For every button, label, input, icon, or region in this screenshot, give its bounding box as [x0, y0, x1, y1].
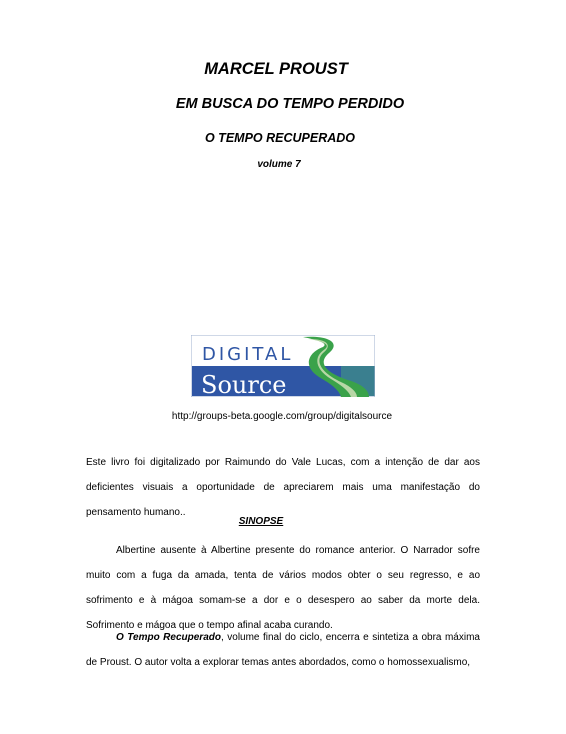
source-url — [0, 411, 566, 422]
work-title — [0, 96, 566, 112]
sinopse-paragraph-1: Albertine ausente à Albertine presente do romance anterior. O Narrador sofre muito com a fuga da amada, tenta de vários modos obter o seu regresso, e ao sofrimento e à mágoa somam-se a dor e o desespero ao saber da morte dela. Sofrimento e mágoa que o tempo afinal acaba curando. — [86, 545, 480, 631]
volume-label — [0, 159, 566, 170]
book-title — [0, 131, 566, 145]
sinopse-paragraph-2-text: , volume final do ciclo, encerra e sintetiza a obra máxima de Proust. O autor volta a explorar temas antes abordados, como o homossexualismo, — [86, 632, 480, 668]
sinopse-paragraph-2 — [86, 625, 480, 675]
logo-text-source: Source — [201, 371, 287, 397]
book-title-text: O TEMPO RECUPERADO — [204, 131, 355, 145]
author-name — [0, 60, 566, 79]
intro-paragraph: Este livro foi digitalizado por Raimundo do Vale Lucas, com a intenção de dar aos deficientes visuais a oportunidade de apreciarem mais uma manifestação do pensamento humano.. — [86, 457, 480, 518]
author-name-text: MARCEL PROUST — [204, 60, 348, 78]
sinopse-heading — [0, 516, 566, 527]
sinopse-heading-text: SINOPSE — [238, 516, 284, 527]
volume-label-text: volume 7 — [257, 159, 301, 170]
logo-text-digital: DIGITAL — [202, 344, 294, 365]
source-url-text[interactable]: http://groups-beta.google.com/group/digitalsource — [171, 411, 393, 422]
digital-source-logo — [191, 335, 375, 397]
book-title-inline: O Tempo Recuperado — [116, 632, 221, 643]
work-title-text: EM BUSCA DO TEMPO PERDIDO — [175, 96, 405, 112]
